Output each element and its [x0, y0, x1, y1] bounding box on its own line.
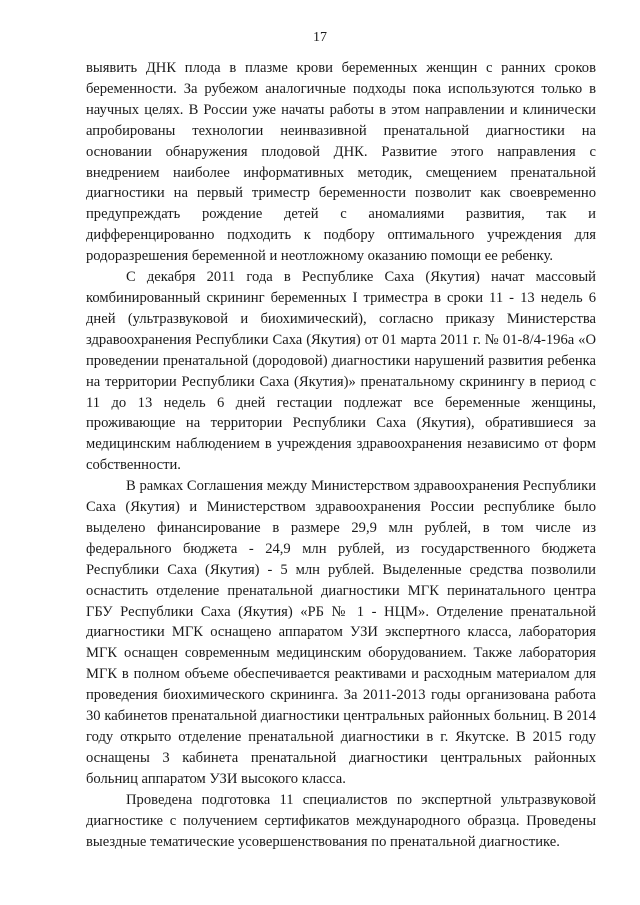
paragraph-training: Проведена подготовка 11 специалистов по экспертной ультразвуковой диагностике с получением сертификатов международного образца. Проведены выездные тематические усовершенствования по пренатальной диагностике.: [86, 791, 596, 850]
paragraph-continuation: выявить ДНК плода в плазме крови беременных женщин с ранних сроков беременности. За рубежом аналогичные подходы пока используются только в научных целях. В России уже начаты работы в этом направлении и клинически апробированы технологии неинвазивной пренатальной диагностики на основании обнаружения плодовой ДНК. Развитие этого направления с внедрением наиболее информативных методик, смещением пренатальной диагностики на первый триместр беременности позволит как своевременно предупреждать рождение детей с аномалиями развития, так и дифференцированно подходить к подбору оптимального учреждения для родоразрешения беременной и неотложному оказанию помощи ее ребенку.: [86, 60, 596, 265]
paragraph-screening: С декабря 2011 года в Республике Саха (Якутия) начат массовый комбинированный скрининг беременных I триместра в сроки 11 - 13 недель 6 дней (ультразвуковой и биохимический), согласно приказу Министерства здравоохранения Республики Саха (Якутия) от 01 марта 2011 г. № 01-8/4-196а «О проведении пренатальной (дородовой) диагностики нарушений развития ребенка на территории Республики Саха (Якутия)» пренатальному скринингу в период с 11 до 13 недель 6 дней гестации подлежат все беременные женщины, проживающие на территории Республики Саха (Якутия), обратившиеся за медицинским наблюдением в учреждения здравоохранения независимо от форм собственности.: [86, 269, 596, 474]
document-body: [86, 58, 596, 852]
paragraph-funding: В рамках Соглашения между Министерством здравоохранения Республики Саха (Якутия) и Министерством здравоохранения России республике было выделено финансирование в размере 29,9 млн рублей, в том числе из федерального бюджета - 24,9 млн рублей, из государственного бюджета Республики Саха (Якутия) - 5 млн рублей. Выделенные средства позволили оснастить отделение пренатальной диагностики МГК перинатального центра ГБУ Республики Саха (Якутия) «РБ № 1 - НЦМ». Отделение пренатальной диагностики МГК оснащено аппаратом УЗИ экспертного класса, лаборатория МГК оснащен современным медицинским оборудованием. Также лаборатория МГК в полном объеме обеспечивается реактивами и расходным материалом для проведения биохимического скрининга. За 2011-2013 годы организована работа 30 кабинетов пренатальной диагностики центральных районных больниц. В 2014 году открыто отделение пренатальной диагностики в г. Якутске. В 2015 году оснащены 3 кабинета пренатальной диагностики центральных районных больниц аппаратом УЗИ высокого класса.: [86, 478, 596, 787]
page-number: 17: [313, 30, 327, 45]
